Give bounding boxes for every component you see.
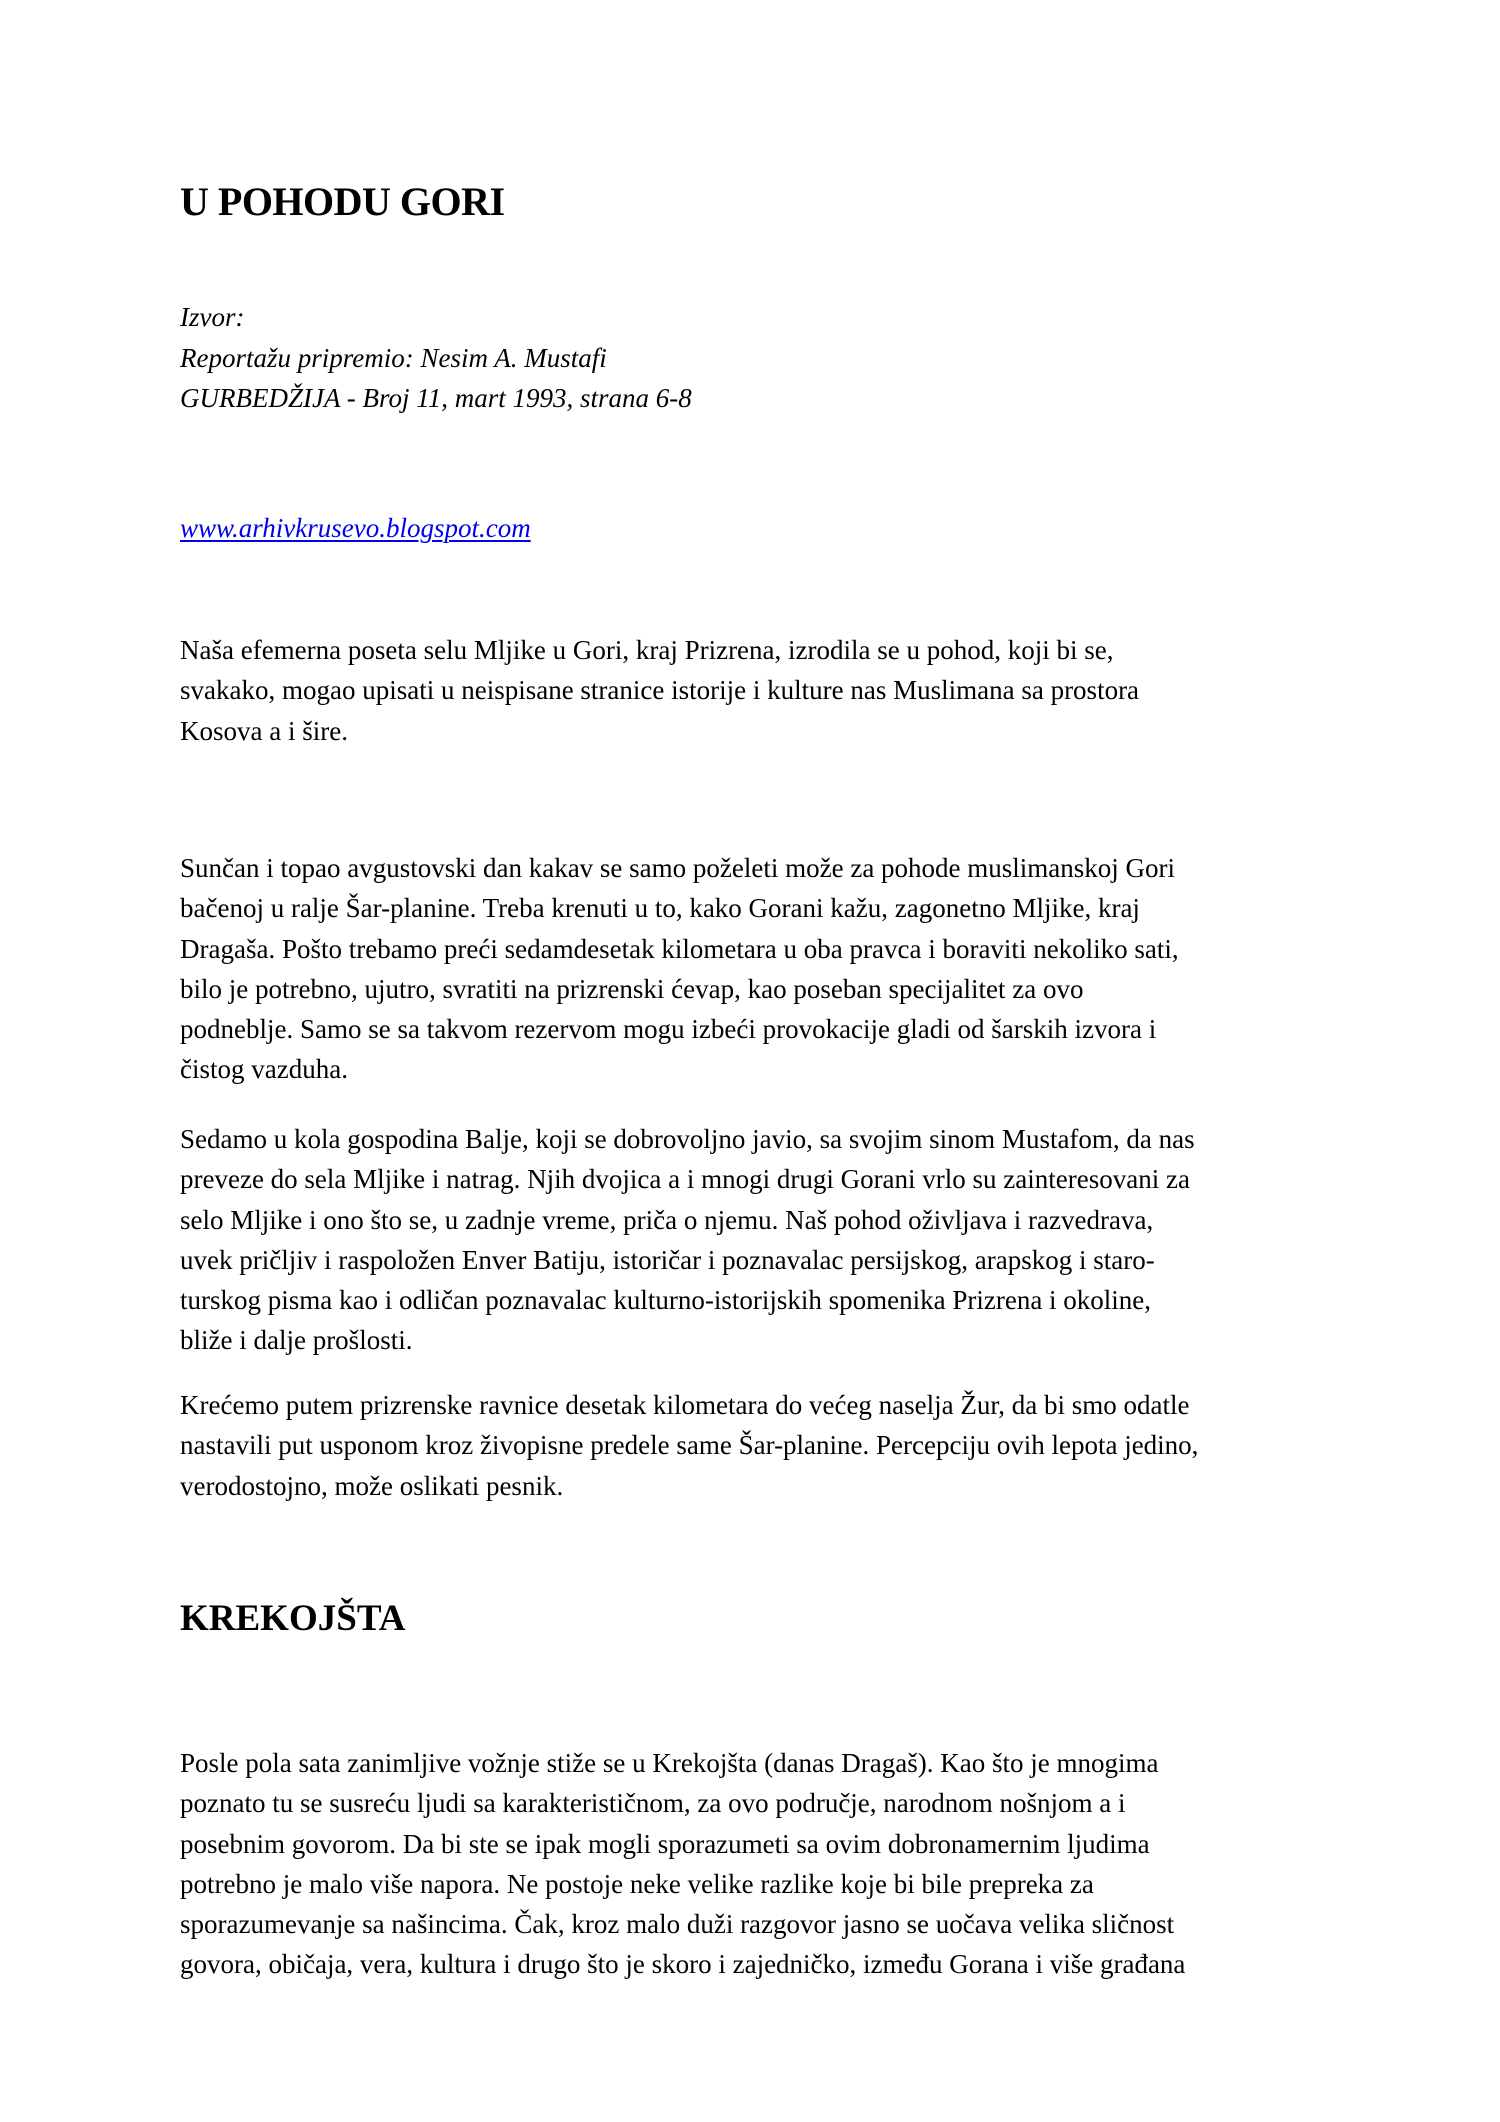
text-line: Sedamo u kola gospodina Balje, koji se dobrovoljno javio, sa svojim sinom Mustafom, da nas [180, 1124, 1195, 1154]
text-line: posebnim govorom. Da bi ste se ipak mogli sporazumeti sa ovim dobronamernim ljudima [180, 1828, 1150, 1859]
document-title: U POHODU GORI [180, 179, 505, 224]
paragraph-car-ride [180, 1119, 1195, 1361]
text-line: Naša efemerna poseta selu Mljike u Gori, kraj Prizrena, izrodila se u pohod, koji bi se, [180, 635, 1114, 665]
text-line: govora, običaja, vera, kultura i drugo što je skoro i zajedničko, između Gorana i više građana [180, 1949, 1186, 1980]
text-line: verodostojno, može oslikati pesnik. [180, 1470, 564, 1501]
source-author: Reportažu pripremio: Nesim A. Mustafi [180, 342, 607, 373]
text-line: turskog pisma kao i odličan poznavalac kulturno-istorijskih spomenika Prizrena i okoline, [180, 1285, 1152, 1316]
text-line: sporazumevanje sa našincima. Čak, kroz malo duži razgovor jasno se uočava velika sličnost [180, 1909, 1175, 1940]
paragraph-journey [180, 1385, 1198, 1506]
source-block [180, 297, 692, 419]
text-line: podneblje. Samo se sa takvom rezervom mogu izbeći provokacije gladi od šarskih izvora i [180, 1014, 1157, 1045]
text-line: nastavili put usponom kroz živopisne predele same Šar-planine. Percepciju ovih lepota jedino, [180, 1430, 1199, 1461]
text-line: preveze do sela Mljike i natrag. Njih dvojica a i mnogi drugi Gorani vrlo su zainteresovani za [180, 1164, 1190, 1195]
source-label: Izvor: [180, 302, 245, 332]
text-line: Krećemo putem prizrenske ravnice desetak kilometara do većeg naselja Žur, da bi smo odatle [180, 1390, 1190, 1420]
text-line: selo Mljike i ono što se, u zadnje vreme, priča o njemu. Naš pohod oživljava i razvedrava, [180, 1204, 1154, 1235]
archive-link[interactable]: www.arhivkrusevo.blogspot.com [180, 513, 531, 543]
paragraph-krekojsta [180, 1743, 1185, 1985]
text-line: potrebno je malo više napora. Ne postoje neke velike razlike koje bi bile prepreka za [180, 1868, 1094, 1899]
text-line: bačenoj u ralje Šar-planine. Treba krenuti u to, kako Gorani kažu, zagonetno Mljike, kraj [180, 893, 1140, 924]
text-line: uvek pričljiv i raspoložen Enver Batiju, istoričar i poznavalac persijskog, arapskog i staro- [180, 1244, 1155, 1275]
paragraph-intro [180, 630, 1139, 751]
text-line: Posle pola sata zanimljive vožnje stiže se u Krekojšta (danas Dragaš). Kao što je mnogima [180, 1748, 1159, 1778]
paragraph-sunny-day [180, 848, 1179, 1090]
text-line: svakako, mogao upisati u neispisane stranice istorije i kulture nas Muslimana sa prostora [180, 675, 1140, 706]
text-line: čistog vazduha. [180, 1054, 348, 1085]
text-line: bliže i dalje prošlosti. [180, 1325, 413, 1356]
text-line: poznato tu se susreću ljudi sa karakterističnom, za ovo područje, narodnom nošnjom a i [180, 1788, 1126, 1819]
text-line: Dragaša. Pošto trebamo preći sedamdesetak kilometara u oba pravca i boraviti nekoliko sati, [180, 933, 1179, 964]
section-heading-krekojsta: KREKOJŠTA [180, 1598, 406, 1639]
text-line: bilo je potrebno, ujutro, svratiti na prizrenski ćevap, kao poseban specijalitet za ovo [180, 973, 1084, 1004]
text-line: Sunčan i topao avgustovski dan kakav se samo poželeti može za pohode muslimanskoj Gori [180, 853, 1176, 883]
source-publication: GURBEDŽIJA - Broj 11, mart 1993, strana 6-8 [180, 383, 692, 413]
text-line: Kosova a i šire. [180, 715, 348, 746]
